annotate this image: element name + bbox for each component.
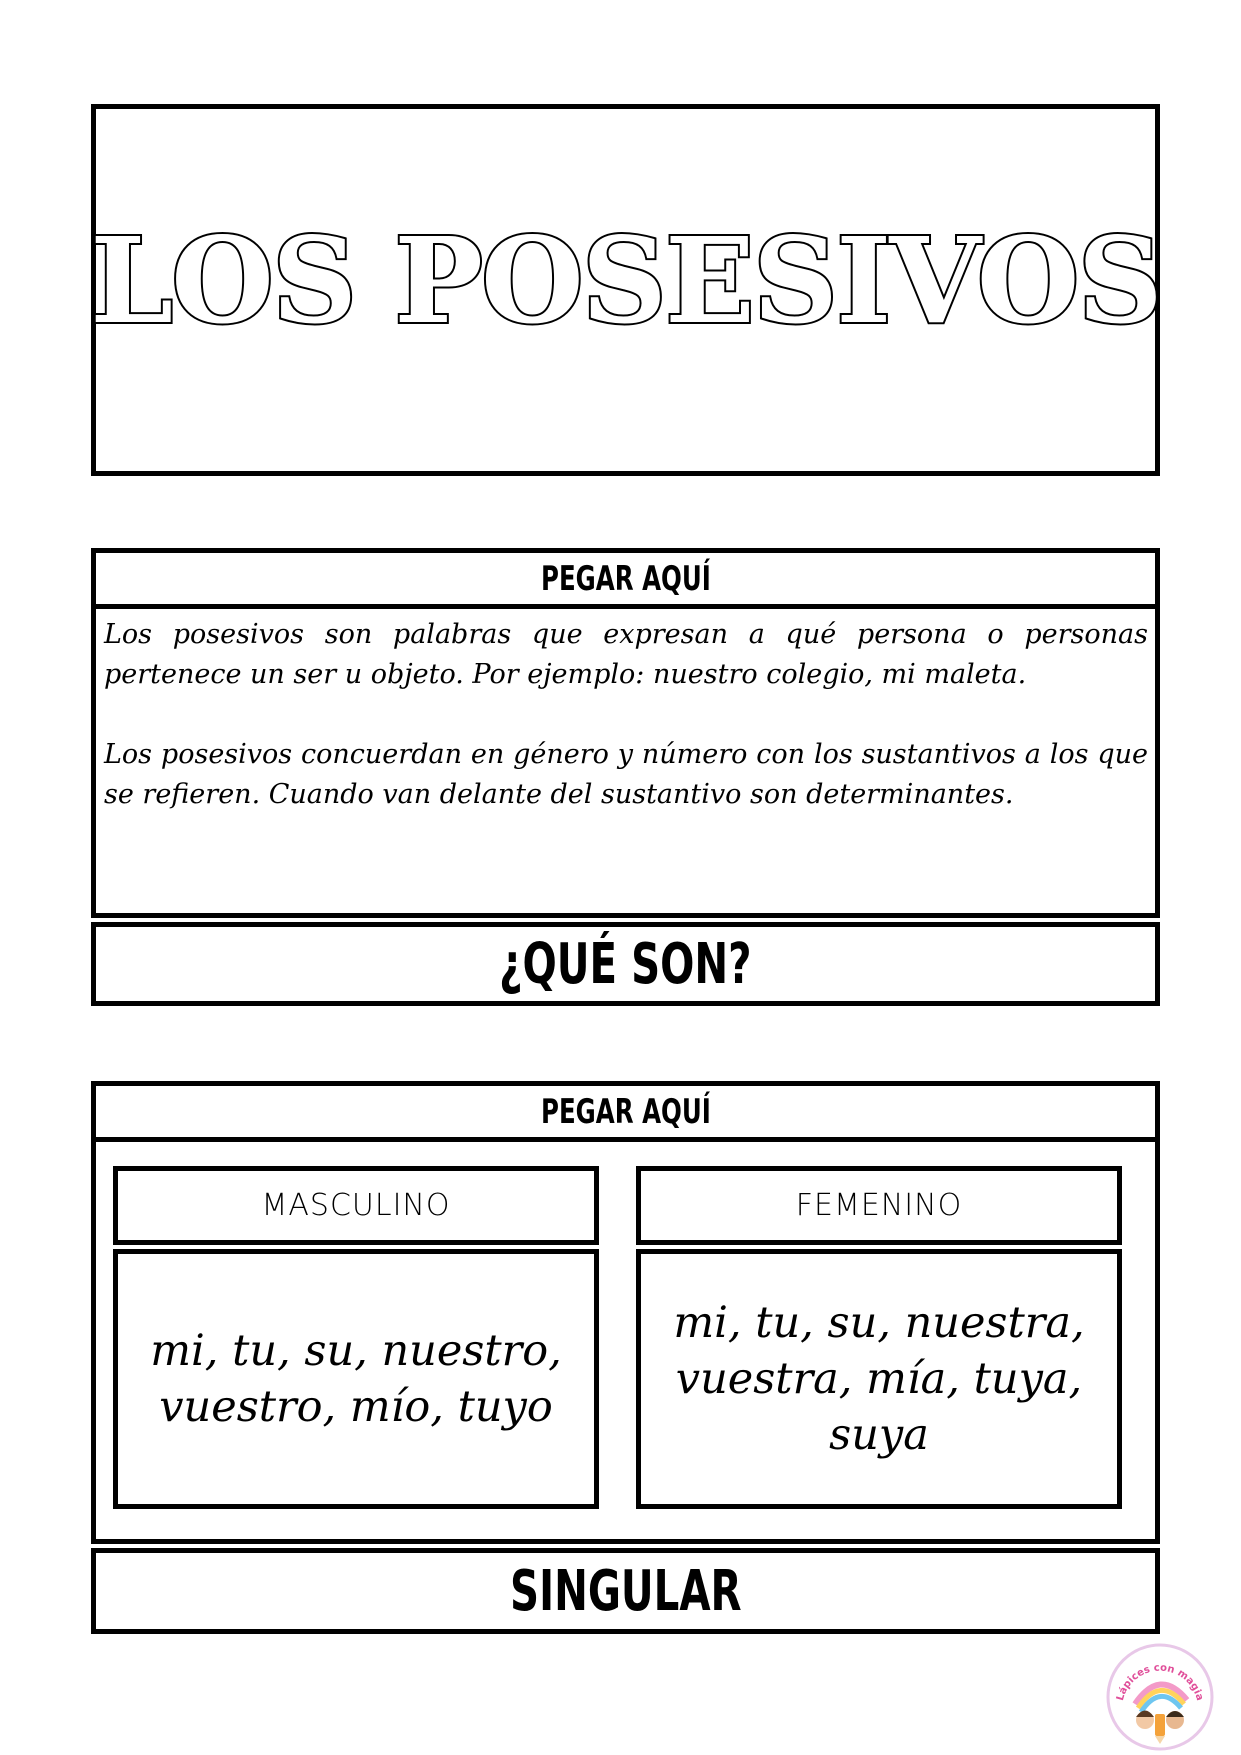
definition-paragraph-2: Los posesivos concuerdan en género y número con los sustantivos a los que se refieren. Cuando van delante del sustantivo son determinantes. (104, 739, 1148, 810)
page-title: LOS POSESIVOS (90, 210, 1161, 350)
masculine-header-text: MASCULINO (261, 1188, 451, 1223)
paste-here-text-2: PEGAR AQUÍ (540, 1091, 711, 1132)
que-son-label (91, 922, 1160, 1006)
paste-here-label-2 (91, 1081, 1160, 1142)
logo-text: Lápices con magia (1114, 1662, 1206, 1702)
singular-text: SINGULAR (509, 1558, 742, 1624)
definition-text (104, 615, 1148, 815)
lapices-con-magia-logo-icon (1105, 1642, 1215, 1752)
definition-paragraph-1: Los posesivos son palabras que expresan a qué persona o personas pertenece un ser u objeto. Por ejemplo: nuestro colegio, mi maleta. (104, 619, 1148, 690)
masculine-examples (113, 1249, 599, 1509)
feminine-header (636, 1166, 1122, 1245)
paste-here-label-1 (91, 548, 1160, 609)
feminine-examples (636, 1249, 1122, 1509)
que-son-text: ¿QUÉ SON? (499, 931, 752, 997)
masculine-header (113, 1166, 599, 1245)
paste-here-text-1: PEGAR AQUÍ (540, 558, 711, 599)
title-box (91, 104, 1160, 476)
feminine-examples-text: mi, tu, su, nuestra, vuestra, mía, tuya, suya (673, 1298, 1085, 1460)
feminine-header-text: FEMENINO (795, 1188, 963, 1223)
masculine-examples-text: mi, tu, su, nuestro, vuestro, mío, tuyo (150, 1326, 562, 1432)
singular-label (91, 1548, 1160, 1634)
